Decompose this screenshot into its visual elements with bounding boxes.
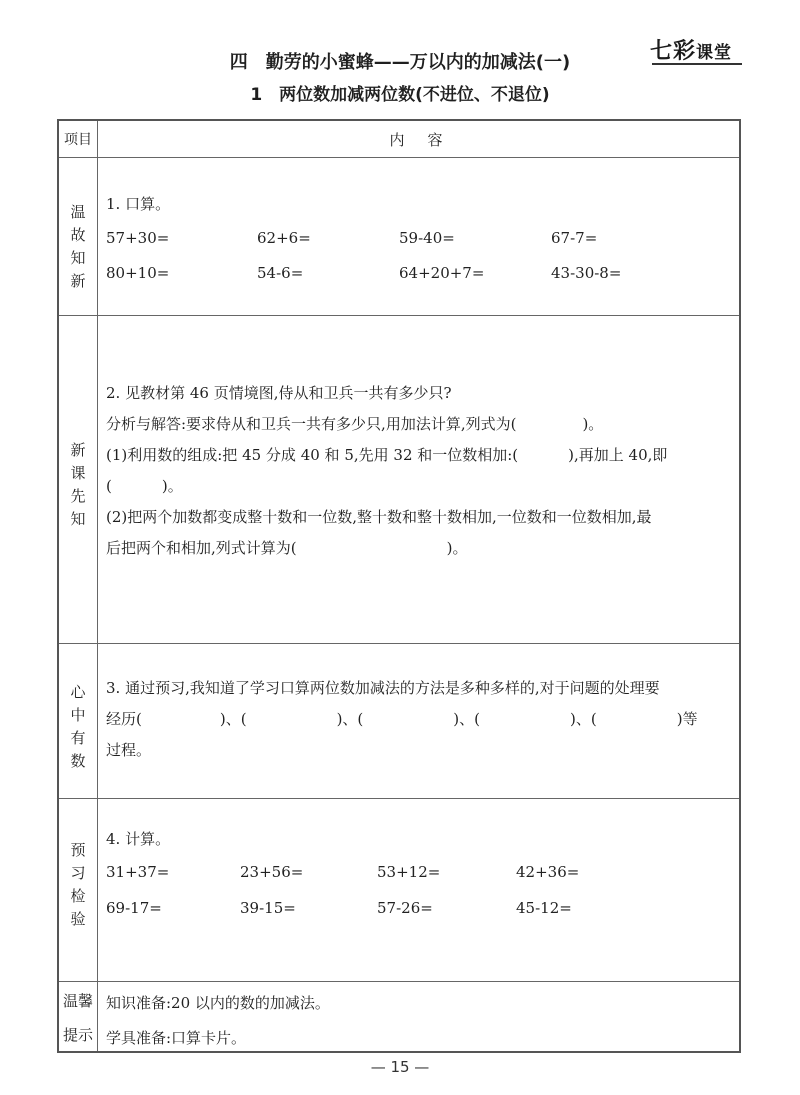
column-divider <box>97 121 98 1051</box>
check-r1-c4: 42+36= <box>516 863 580 881</box>
row-divider <box>59 315 739 316</box>
check-r2-c2: 39-15= <box>240 899 296 917</box>
unit-title: 四 勤劳的小蜜蜂——万以内的加减法(一) <box>229 52 571 73</box>
tips-label-1: 温馨 <box>62 992 93 1010</box>
method2-line1: (2)把两个加数都变成整十数和一位数,整十数和整十数相加,一位数和一位数相加,最 <box>106 508 652 526</box>
review-r1-c3: 59-40= <box>399 229 455 247</box>
lesson-title: 1 两位数加减两位数(不进位、不退位) <box>250 85 550 105</box>
header-content: 内 容 <box>389 131 447 149</box>
tips-label-2: 提示 <box>62 1026 93 1044</box>
reflection-text <box>106 673 736 766</box>
method1-line: (1)利用数的组成:把 45 分成 40 和 5,先用 32 和一位数相加:( ),再加上 40,即 <box>106 446 668 464</box>
worksheet-table <box>57 119 741 1053</box>
tips-knowledge: 知识准备:20 以内的数的加减法。 <box>106 994 330 1012</box>
method1-cont-line: ( )。 <box>106 477 183 495</box>
review-question: 1. 口算。 <box>106 195 171 213</box>
reflection-line3: 过程。 <box>106 741 152 759</box>
logo-sub: 课堂 <box>696 43 733 63</box>
analysis-line: 分析与解答:要求侍从和卫兵一共有多少只,用加法计算,列式为( )。 <box>106 415 604 433</box>
new-knowledge-text <box>106 378 736 564</box>
new-knowledge-label: 新课先知 <box>70 441 86 528</box>
method2-line2: 后把两个和相加,列式计算为( )。 <box>106 539 468 557</box>
reflection-line1: 3. 通过预习,我知道了学习口算两位数加减法的方法是多种多样的,对于问题的处理要 <box>106 679 660 697</box>
review-label: 温故知新 <box>70 203 86 290</box>
review-r1-c1: 57+30= <box>106 229 170 247</box>
check-r2-c1: 69-17= <box>106 899 162 917</box>
row-divider <box>59 643 739 644</box>
check-label: 预习检验 <box>70 841 86 928</box>
check-r1-c2: 23+56= <box>240 863 304 881</box>
page-number: — 15 — <box>370 1058 430 1076</box>
reflection-line2: 经历( )、( )、( )、( )、( )等 <box>106 710 698 728</box>
review-r1-c2: 62+6= <box>257 229 311 247</box>
logo-main: 七彩 <box>650 39 697 64</box>
header-item: 项目 <box>64 132 92 148</box>
check-r1-c1: 31+37= <box>106 863 170 881</box>
row-divider <box>59 157 739 158</box>
row-divider <box>59 981 739 982</box>
review-r2-c4: 43-30-8= <box>551 264 622 282</box>
check-r2-c4: 45-12= <box>516 899 572 917</box>
review-r2-c1: 80+10= <box>106 264 170 282</box>
question-2: 2. 见教材第 46 页情境图,侍从和卫兵一共有多少只? <box>106 384 452 402</box>
check-r2-c3: 57-26= <box>377 899 433 917</box>
review-r2-c2: 54-6= <box>257 264 304 282</box>
check-r1-c3: 53+12= <box>377 863 441 881</box>
review-r2-c3: 64+20+7= <box>399 264 485 282</box>
tips-tools: 学具准备:口算卡片。 <box>106 1029 247 1047</box>
row-divider <box>59 798 739 799</box>
reflection-label: 心中有数 <box>70 683 86 770</box>
check-question: 4. 计算。 <box>106 830 171 848</box>
review-r1-c4: 67-7= <box>551 229 598 247</box>
